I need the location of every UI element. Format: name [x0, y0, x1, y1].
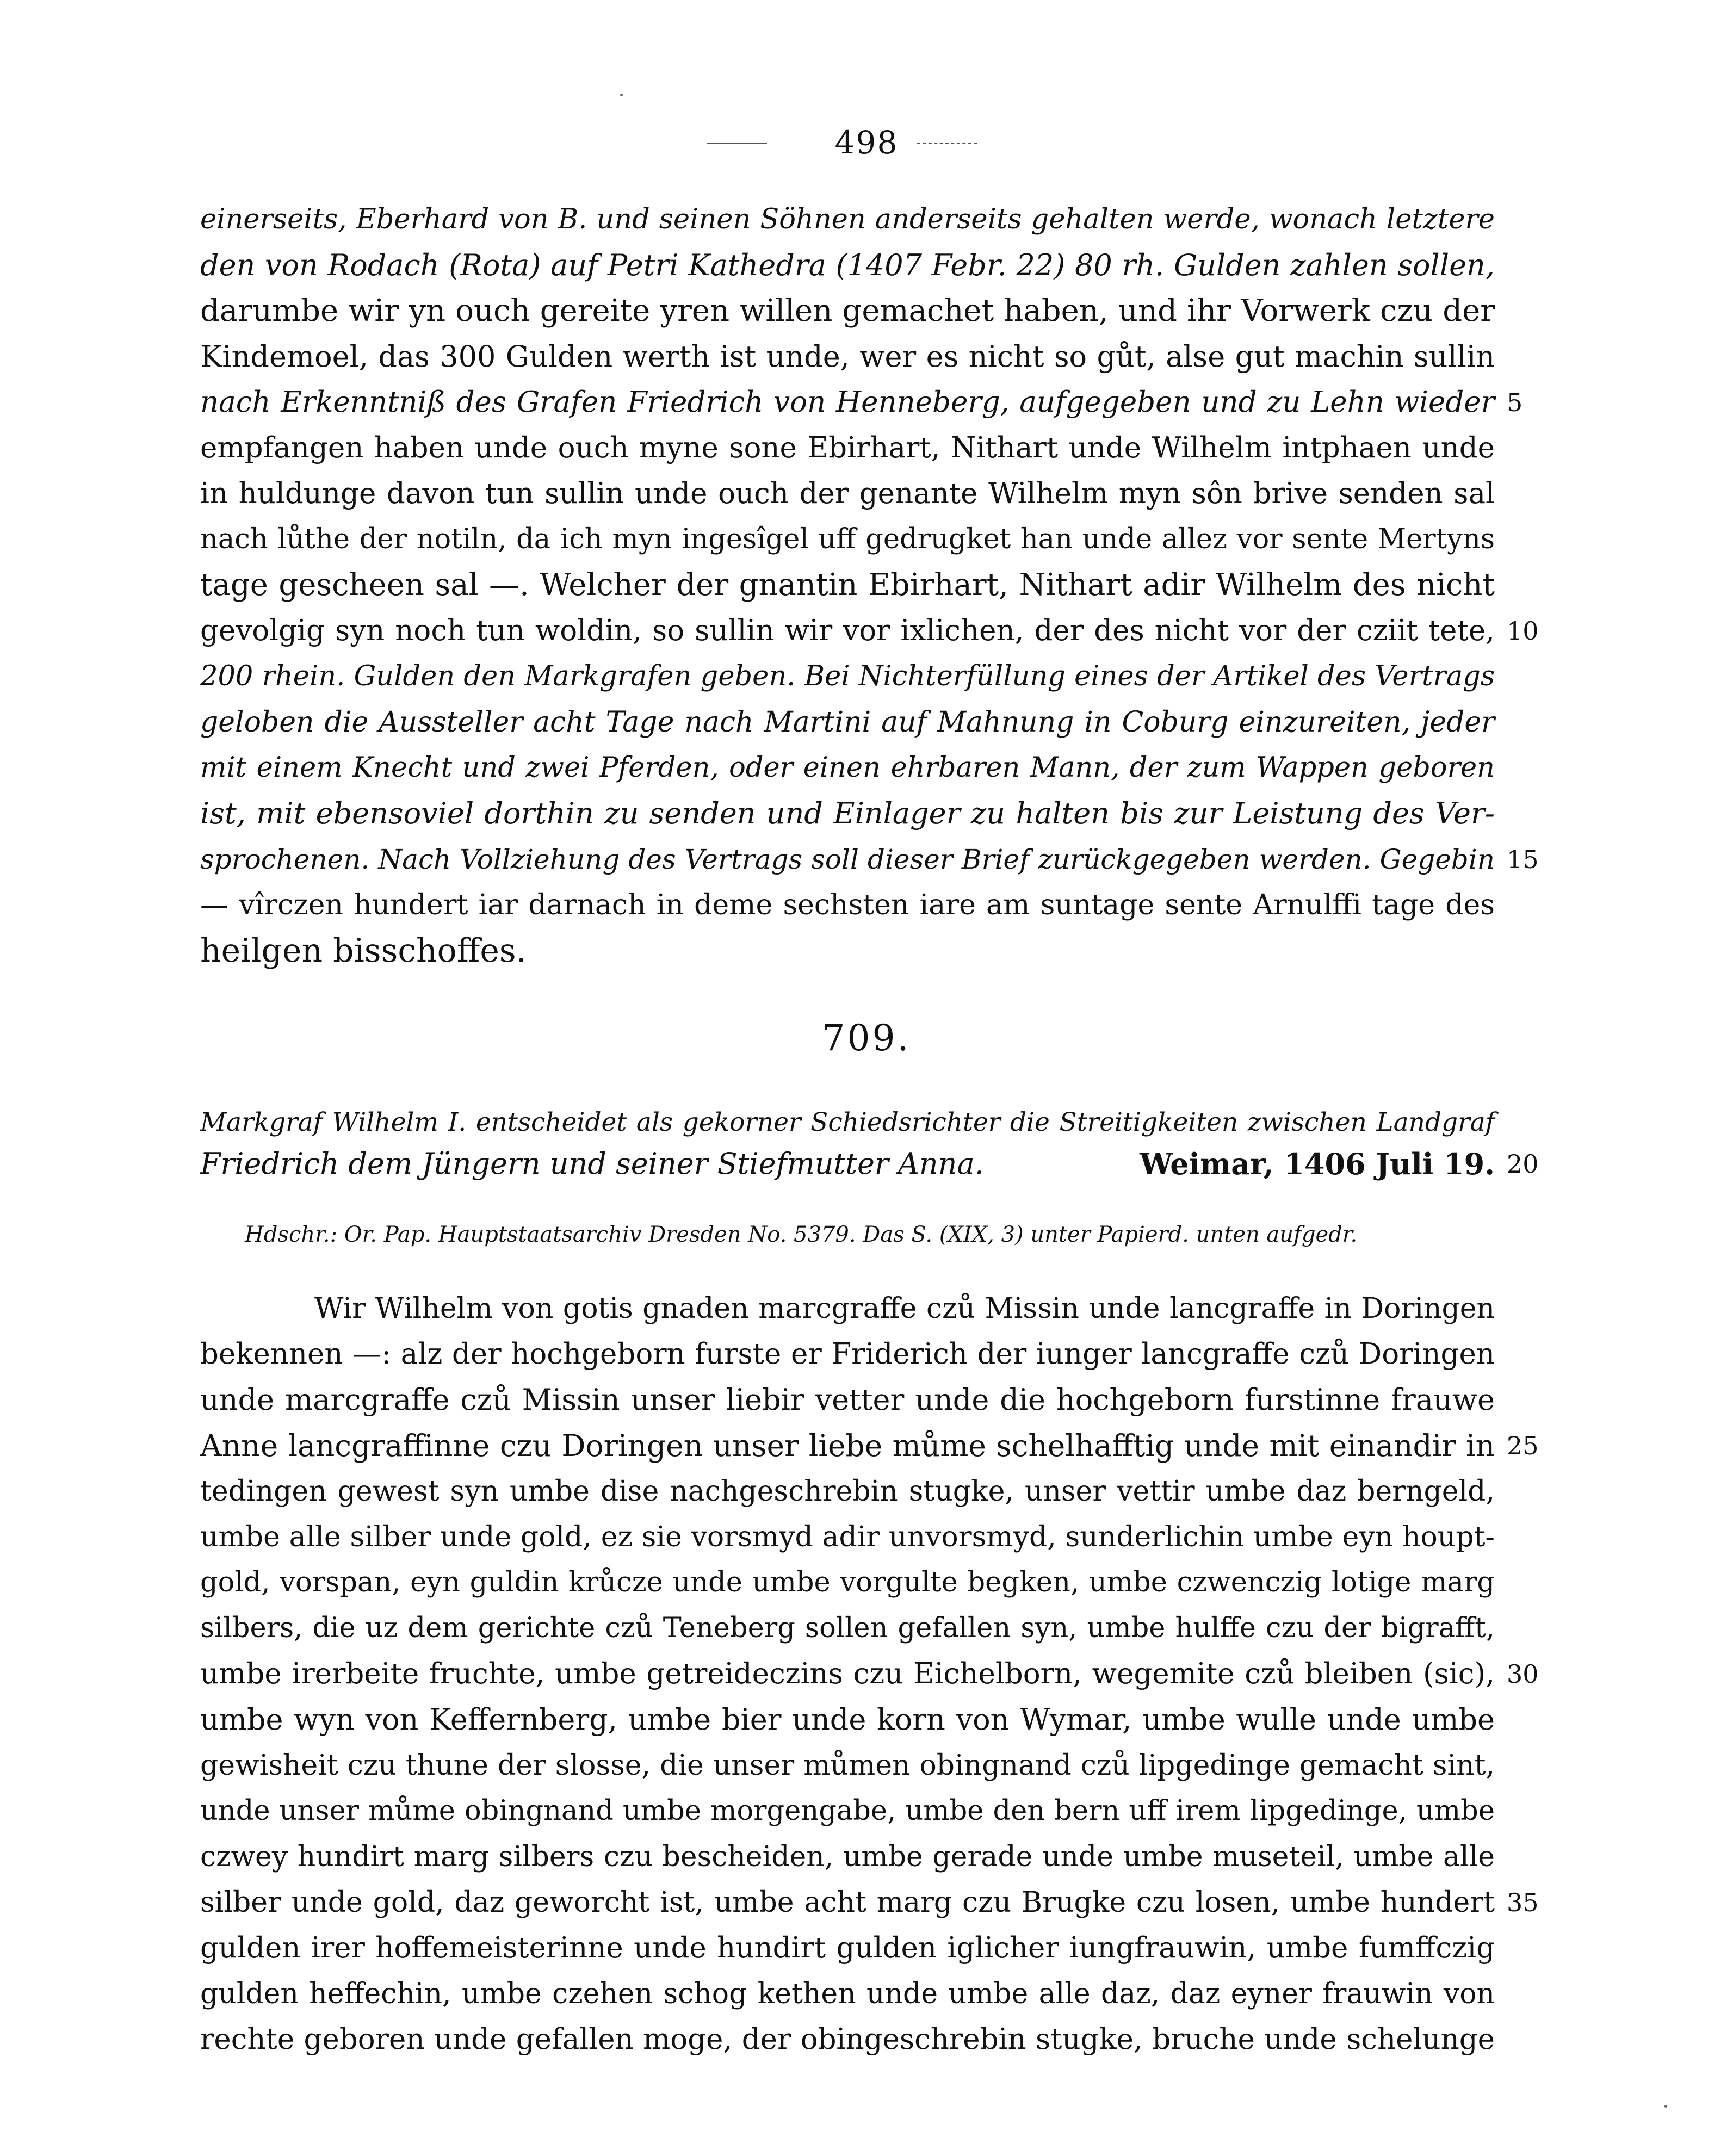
text-line: heilgen bisschoffes.: [200, 932, 527, 970]
text-line: einerseits, Eberhard von B. und seinen Söhnen anderseits gehalten werde, wonach letztere: [200, 203, 1495, 236]
text-line: gulden irer hoffemeisterinne unde hundirt gulden iglicher iungfrauwin, umbe fumffczig: [200, 1931, 1495, 1965]
scan-speck: [1664, 2105, 1667, 2108]
text-line: gewisheit czu thune der slosse, die unser můmen obingnand czů lipgedinge gemacht sint,: [200, 1749, 1495, 1782]
text-line: Kindemoel, das 300 Gulden werth ist unde, wer es nicht so gůt, alse gut machin sullin: [200, 339, 1495, 374]
text-line: silber unde gold, daz geworcht ist, umbe acht marg czu Brugke czu losen, umbe hundert: [200, 1886, 1495, 1919]
source-note: Hdschr.: Or. Pap. Hauptstaatsarchiv Dresden No. 5379. Das S. (XIX, 3) unter Papierd. unten aufgedr.: [245, 1222, 1358, 1247]
text-line: rechte geboren unde gefallen moge, der obingeschrebin stugke, bruche unde schelunge: [200, 2023, 1495, 2056]
text-line: sprochenen. Nach Vollziehung des Vertrags soll dieser Brief zurückgegeben werden. Gegebin: [200, 844, 1495, 875]
place-date: Weimar, 1406 Juli 19.: [1139, 1147, 1495, 1181]
text-line: unde unser můme obingnand umbe morgengabe, umbe den bern uff irem lipgedinge, umbe: [200, 1795, 1495, 1827]
line-number: 30: [1507, 1659, 1539, 1689]
text-line: tedingen gewest syn umbe dise nachgeschrebin stugke, unser vettir umbe daz berngeld,: [200, 1475, 1495, 1508]
header-rule-right: [917, 143, 977, 144]
regest-line: Markgraf Wilhelm I. entscheidet als gekorner Schiedsrichter die Streitigkeiten zwischen Landgraf: [200, 1107, 1495, 1137]
text-line: in huldunge davon tun sullin unde ouch der genante Wilhelm myn sôn brive senden sal: [200, 477, 1495, 510]
document-number: 709.: [822, 1017, 911, 1059]
text-line: nach Erkenntniß des Grafen Friedrich von Henneberg, aufgegeben und zu Lehn wieder: [200, 386, 1495, 419]
text-line: darumbe wir yn ouch gereite yren willen gemachet haben, und ihr Vorwerk czu der: [200, 293, 1495, 329]
text-line: umbe wyn von Keffernberg, umbe bier unde korn von Wymar, umbe wulle unde umbe: [200, 1702, 1495, 1737]
line-number: 10: [1507, 616, 1539, 646]
line-number: 25: [1507, 1431, 1539, 1460]
line-number: 15: [1507, 845, 1539, 874]
text-line: gold, vorspan, eyn guldin krůcze unde umbe vorgulte begken, umbe czwenczig lotige marg: [200, 1566, 1495, 1599]
text-line: 200 rhein. Gulden den Markgrafen geben. Bei Nichterfüllung eines der Artikel des Vertrags: [200, 660, 1495, 692]
text-line: bekennen —: alz der hochgeborn furste er Friderich der iunger lancgraffe czů Doringen: [200, 1337, 1495, 1371]
text-line: umbe alle silber unde gold, ez sie vorsmyd adir unvorsmyd, sunderlichin umbe eyn houpt-: [200, 1521, 1495, 1553]
page-number: 498: [834, 124, 899, 161]
line-number: 35: [1507, 1888, 1539, 1917]
text-line: mit einem Knecht und zwei Pferden, oder einen ehrbaren Mann, der zum Wappen geboren: [200, 752, 1495, 784]
text-line: empfangen haben unde ouch myne sone Ebirhart, Nithart unde Wilhelm intphaen unde: [200, 431, 1495, 464]
text-line: czwey hundirt marg silbers czu bescheiden, umbe gerade unde umbe museteil, umbe alle: [200, 1841, 1495, 1873]
regest-text: Friedrich dem Jüngern und seiner Stiefmutter Anna.: [200, 1147, 984, 1181]
text-line: den von Rodach (Rota) auf Petri Kathedra (1407 Febr. 22) 80 rh. Gulden zahlen sollen,: [200, 248, 1495, 282]
text-line: gevolgig syn noch tun woldin, so sullin wir vor ixlichen, der des nicht vor der cziit tete,: [200, 614, 1495, 647]
text-line: ist, mit ebensoviel dorthin zu senden und Einlager zu halten bis zur Leistung des Ver-: [200, 796, 1495, 831]
scan-speck: [620, 94, 623, 96]
line-number: 20: [1507, 1149, 1539, 1179]
line-number: 5: [1507, 388, 1523, 417]
text-line: silbers, die uz dem gerichte czů Teneberg sollen gefallen syn, umbe hulffe czu der bigrafft,: [200, 1612, 1495, 1644]
text-line: Anne lancgraffinne czu Doringen unser liebe můme schelhafftig unde mit einandir in: [200, 1428, 1495, 1463]
text-line: umbe irerbeite fruchte, umbe getreideczins czu Eichelborn, wegemite czů bleiben (sic),: [200, 1657, 1495, 1690]
text-line: tage gescheen sal —. Welcher der gnantin Ebirhart, Nithart adir Wilhelm des nicht: [200, 567, 1495, 603]
text-line: Wir Wilhelm von gotis gnaden marcgraffe czů Missin unde lancgraffe in Doringen: [314, 1292, 1495, 1325]
regest-line: [200, 1143, 1495, 1185]
text-line: geloben die Aussteller acht Tage nach Martini auf Mahnung in Coburg einzureiten, jeder: [200, 706, 1495, 739]
text-line: unde marcgraffe czů Missin unser liebir vetter unde die hochgeborn furstinne frauwe: [200, 1383, 1495, 1417]
text-line: gulden heffechin, umbe czehen schog kethen unde umbe alle daz, daz eyner frauwin von: [200, 1978, 1495, 2010]
text-line: — vîrczen hundert iar darnach in deme sechsten iare am suntage sente Arnulffi tage des: [200, 889, 1495, 921]
text-line: nach lůthe der notiln, da ich myn ingesîgel uff gedrugket han unde allez vor sente Mertyns: [200, 523, 1495, 555]
